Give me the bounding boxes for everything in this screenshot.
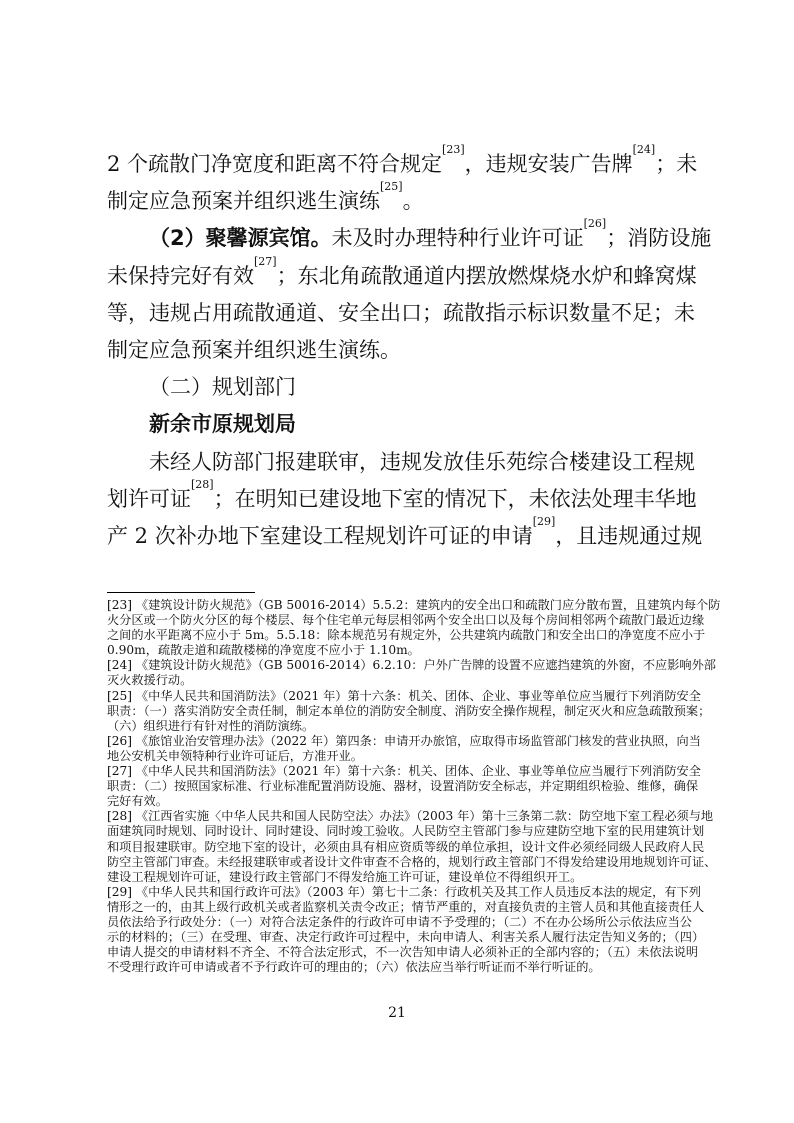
- footnote-line: 示的材料的；（三）在受理、审查、决定行政许可过程中，未向申请人、利害关系人履行法定告知义务的；（四）: [107, 930, 705, 945]
- footnote-26: [107, 733, 701, 764]
- body-text: [107, 143, 712, 555]
- body-text-segment: 未经人防部门报建联审，违规发放佳乐苑综合楼建设工程规: [149, 449, 695, 474]
- footnote-line: [24] 《建筑设计防火规范》（GB 50016-2014）6.2.10：户外广告牌的设置不应遮挡建筑的外窗，不应影响外部: [107, 658, 716, 673]
- footnote-line: 灭火救援行动。: [107, 673, 193, 688]
- body-line: [107, 143, 698, 183]
- footnote-line: 火分区或一个防火分区的每个楼层、每个住宅单元每层相邻两个安全出口以及每个房间相邻两个疏散门最近边缘: [107, 613, 705, 628]
- footnote-line: 情形之一的，由其上级行政机关或者监察机关责令改正；情节严重的，对直接负责的主管人员和其他直接责任人: [107, 899, 705, 914]
- body-text-segment: ；未: [655, 152, 698, 176]
- footnote-line: [26] 《旅馆业治安管理办法》（2022 年）第四条：申请开办旅馆，应取得市场监管部门核发的营业执照，向当: [107, 733, 701, 748]
- footnote-ref[interactable]: [26]: [583, 217, 607, 231]
- body-text-segment: ；消防设施: [606, 226, 712, 251]
- body-line: [107, 406, 691, 443]
- body-line: [107, 332, 691, 369]
- footnote-ref[interactable]: [27]: [254, 254, 277, 268]
- body-text-segment: 。: [402, 189, 424, 214]
- body-text-segment: 未保持完好有效: [107, 263, 254, 288]
- footnote-line: 和项目报建联审。防空地下室的设计，必须由具有相应资质等级的单位承担，设计文件必须经同级人民政府人民: [107, 839, 705, 854]
- body-line: [107, 180, 691, 220]
- body-text-segment: 产 2 次补办地下室建设工程规划许可证的申请: [107, 523, 533, 548]
- footnote-line: 职责：（二）按照国家标准、行业标准配置消防设施、器材，设置消防安全标志，并定期组织检验、维修，确保: [107, 779, 699, 794]
- body-text-segment: 制定应急预案并组织逃生演练。: [107, 337, 401, 362]
- body-line: [107, 295, 695, 332]
- footnote-line: [25] 《中华人民共和国消防法》（2021 年）第十六条：机关、团体、企业、事业等单位应当履行下列消防安全: [107, 688, 701, 703]
- footnote-23: [107, 598, 721, 658]
- footnote-line: 地公安机关申领特种行业许可证后，方准开业。: [107, 748, 363, 763]
- footnote-line: 不受理行政许可申请或者不予行政许可的理由的；（六）依法应当举行听证而不举行听证的。: [107, 960, 601, 975]
- body-line: [107, 444, 695, 481]
- footnote-29: [107, 884, 705, 976]
- footnote-ref[interactable]: [23]: [442, 143, 465, 156]
- footnote-ref[interactable]: [29]: [532, 514, 556, 528]
- body-line: [107, 254, 697, 295]
- footnote-line: 之间的水平距离不应小于 5m。5.5.18：除本规范另有规定外，公共建筑内疏散门和安全出口的净宽度不应小于: [107, 628, 706, 643]
- page-number: 21: [388, 1005, 406, 1021]
- footnotes: [107, 598, 721, 975]
- footnote-line: 防空主管部门审查。未经报建联审或者设计文件审查不合格的，规划行政主管部门不得发给建设用地规划许可证、: [107, 854, 717, 869]
- body-text-segment: 2 个疏散门净宽度和距离不符合规定: [107, 152, 443, 176]
- footnote-line: 建设工程规划许可证，建设行政主管部门不得发给施工许可证，建设单位不得组织开工。: [107, 869, 583, 884]
- footnote-24: [107, 658, 716, 688]
- body-text-segment: ；东北角疏散通道内摆放燃煤烧水炉和蜂窝煤: [276, 263, 697, 288]
- footnote-ref[interactable]: [25]: [380, 180, 403, 194]
- footnote-28: [107, 809, 717, 884]
- footnote-line: 申请人提交的申请材料不齐全、不符合法定形式，不一次告知申请人必须补正的全部内容的；（五）未依法说明: [107, 945, 699, 960]
- footnote-line: （六）组织进行有针对性的消防演练。: [107, 718, 315, 733]
- body-text-segment: 制定应急预案并组织逃生演练: [107, 189, 380, 214]
- footnote-line: [28] 《江西省实施〈中华人民共和国人民防空法〉办法》（2003 年）第十三条第二款：防空地下室工程必须与地: [107, 809, 714, 824]
- body-text-segment: 等，违规占用疏散通道、安全出口；疏散指示标识数量不足；未: [107, 300, 695, 325]
- footnote-line: [27] 《中华人民共和国消防法》（2021 年）第十六条：机关、团体、企业、事业等单位应当履行下列消防安全: [107, 764, 701, 779]
- footnote-line: 员依法给予行政处分：（一）对符合法定条件的行政许可申请不予受理的；（二）不在办公场所公示依法应当公: [107, 914, 692, 929]
- body-text-segment: ；在明知已建设地下室的情况下，未依法处理丰华地: [213, 486, 697, 511]
- bold-heading-text: 新余市原规划局: [149, 412, 296, 437]
- body-text-segment: 划许可证: [107, 486, 191, 511]
- footnote-ref[interactable]: [24]: [632, 143, 656, 156]
- footnote-line: 职责：（一）落实消防安全责任制，制定本单位的消防安全制度、消防安全操作规程，制定灭火和应急疏散预案；: [107, 703, 711, 718]
- body-line: [107, 217, 712, 257]
- body-line: [107, 369, 691, 406]
- footnote-line: 面建筑同时规划、同时设计、同时建设、同时竣工验收。人民防空主管部门参与应建防空地下室的民用建筑计划: [107, 824, 705, 839]
- footnote-25: [107, 688, 711, 734]
- footnote-separator: [107, 592, 255, 593]
- body-text-segment: ，且违规通过规: [555, 523, 703, 548]
- footnote-line: 0.90m，疏散走道和疏散楼梯的净宽度不应小于 1.10m。: [107, 643, 420, 658]
- bold-heading-text: （2）聚馨源宾馆。: [149, 226, 332, 251]
- body-line: [107, 514, 703, 555]
- footnote-27: [107, 764, 701, 809]
- body-line: [107, 477, 697, 518]
- body-text-segment: 未及时办理特种行业许可证: [331, 226, 584, 251]
- body-text-segment: （二）规划部门: [149, 375, 296, 400]
- footnote-line: 完好有效。: [107, 794, 168, 809]
- body-text-segment: ，违规安装广告牌: [464, 152, 633, 176]
- footnote-line: [29] 《中华人民共和国行政许可法》（2003 年）第七十二条：行政机关及其工作人员违反本法的规定，有下列: [107, 884, 701, 899]
- footnote-line: [23] 《建筑设计防火规范》（GB 50016-2014）5.5.2：建筑内的安全出口和疏散门应分散布置，且建筑内每个防: [107, 598, 721, 612]
- footnote-ref[interactable]: [28]: [191, 477, 214, 491]
